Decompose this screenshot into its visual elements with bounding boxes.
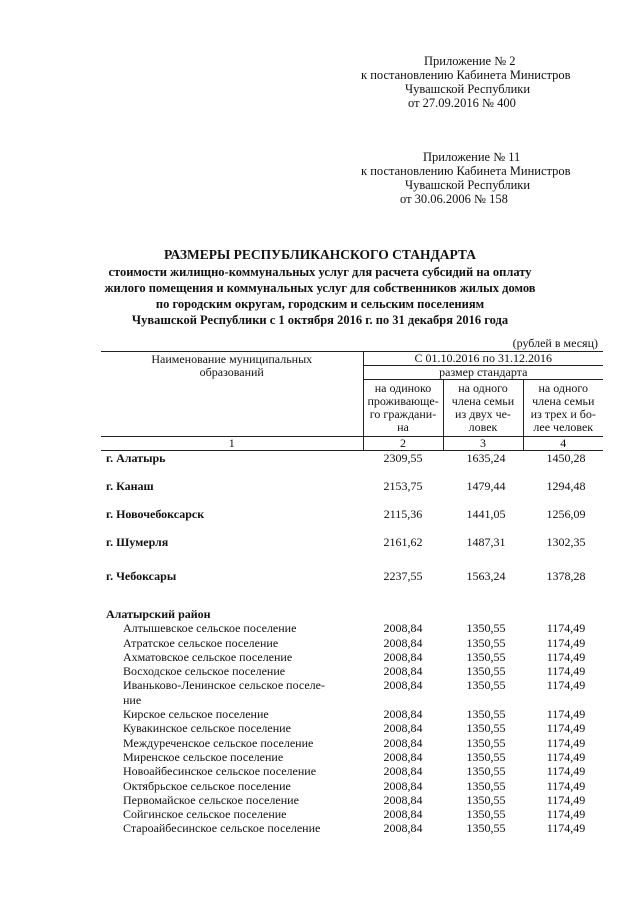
value-two: 1487,31 bbox=[466, 535, 506, 549]
value-single: 2309,55 bbox=[383, 451, 423, 465]
subtitle-line: стоимости жилищно-коммунальных услуг для расчета субсидий на оплату bbox=[108, 265, 532, 279]
col-header-two: на одного члена семьи из двух че-ловек bbox=[443, 380, 523, 437]
city-name: г. Новочебоксарск bbox=[106, 507, 205, 521]
value-three: 1378,28 bbox=[546, 569, 586, 583]
settlement-name: Междуреченское сельское поселение bbox=[123, 735, 314, 750]
table-row bbox=[101, 563, 603, 597]
appendix-line: Приложение № 2 bbox=[424, 54, 516, 68]
value-single: 2008,84 bbox=[383, 664, 423, 679]
value-two: 1350,55 bbox=[466, 821, 506, 836]
appendix-line: Приложение № 11 bbox=[423, 150, 521, 164]
value-three: 1174,49 bbox=[546, 649, 586, 664]
value-three: 1302,35 bbox=[546, 535, 586, 549]
subtitle-line: жилого помещения и коммунальных услуг для собственников жилых домов bbox=[104, 281, 536, 295]
value-two: 1350,55 bbox=[466, 735, 506, 750]
col-header-three: на одного члена семьи из трех и бо-лее человек bbox=[523, 380, 603, 437]
col-number: 2 bbox=[363, 437, 443, 451]
city-name: г. Чебоксары bbox=[106, 569, 177, 583]
settlement-name-part: Иваньково-Ленинское сельское поселе- bbox=[123, 678, 325, 693]
value-two: 1350,55 bbox=[466, 649, 506, 664]
col-number: 1 bbox=[101, 437, 363, 451]
settlement-name: Новоайбесинское сельское поселение bbox=[123, 764, 317, 779]
city-name: г. Алатырь bbox=[106, 451, 166, 465]
appendix-line: от 30.06.2006 № 158 bbox=[400, 192, 508, 206]
value-single: 2008,84 bbox=[383, 735, 423, 750]
value-three: 1174,49 bbox=[546, 792, 586, 807]
city-name: г. Шумерля bbox=[106, 535, 169, 549]
city-name: г. Канаш bbox=[106, 479, 154, 493]
value-two: 1350,55 bbox=[466, 707, 506, 722]
value-two: 1350,55 bbox=[466, 792, 506, 807]
table-row bbox=[101, 664, 603, 678]
value-two: 1350,55 bbox=[466, 807, 506, 822]
settlement-name: Ахматовское сельское поселение bbox=[123, 649, 293, 664]
value-three: 1174,49 bbox=[546, 707, 586, 722]
value-two: 1350,55 bbox=[466, 664, 506, 679]
value-single: 2008,84 bbox=[383, 621, 423, 636]
value-single: 2008,84 bbox=[383, 678, 423, 693]
value-single: 2008,84 bbox=[383, 635, 423, 650]
value-single: 2008,84 bbox=[383, 649, 423, 664]
units-note: (рублей в месяц) bbox=[512, 336, 598, 350]
table-row bbox=[101, 764, 603, 778]
subtitle-line: Чувашской Республики с 1 октября 2016 г. по 31 декабря 2016 года bbox=[131, 313, 509, 327]
value-two: 1350,55 bbox=[466, 778, 506, 793]
value-three: 1450,28 bbox=[546, 451, 586, 465]
table-row bbox=[101, 479, 603, 507]
table-row bbox=[101, 707, 603, 721]
subtitle-line: по городским округам, городским и сельским поселениям bbox=[155, 297, 485, 311]
table-row bbox=[101, 507, 603, 535]
district-name: Алатырский район bbox=[106, 607, 211, 621]
value-three: 1174,49 bbox=[546, 764, 586, 779]
appendix-line: от 27.09.2016 № 400 bbox=[408, 96, 516, 110]
table-row bbox=[101, 721, 603, 735]
settlement-name: Атратское сельское поселение bbox=[123, 635, 279, 650]
settlement-name: Староайбесинское сельское поселение bbox=[123, 821, 321, 836]
settlement-name: Кувакинское сельское поселение bbox=[123, 721, 291, 736]
value-three: 1256,09 bbox=[546, 507, 586, 521]
settlement-name: Миренское сельское поселение bbox=[123, 749, 284, 764]
table-row bbox=[101, 793, 603, 807]
settlement-name: Алтышевское сельское поселение bbox=[123, 621, 297, 636]
col-number: 4 bbox=[523, 437, 603, 451]
value-two: 1441,05 bbox=[466, 507, 506, 521]
standards-table bbox=[101, 351, 603, 836]
value-two: 1350,55 bbox=[466, 621, 506, 636]
value-single: 2008,84 bbox=[383, 721, 423, 736]
value-single: 2237,55 bbox=[383, 569, 423, 583]
standard-header: размер стандарта bbox=[363, 366, 603, 380]
title-main: РАЗМЕРЫ РЕСПУБЛИКАНСКОГО СТАНДАРТА bbox=[164, 247, 476, 262]
settlement-name: Восходское сельское поселение bbox=[123, 664, 286, 679]
document-title bbox=[0, 247, 640, 263]
value-three: 1174,49 bbox=[546, 664, 586, 679]
value-single: 2008,84 bbox=[383, 807, 423, 822]
value-two: 1350,55 bbox=[466, 678, 506, 693]
appendix-line: к постановлению Кабинета Министров bbox=[361, 164, 571, 178]
value-two: 1350,55 bbox=[466, 749, 506, 764]
settlement-name: Октябрьское сельское поселение bbox=[123, 778, 291, 793]
appendix-line: Чувашской Республики bbox=[405, 82, 531, 96]
table-row bbox=[101, 779, 603, 793]
table-row bbox=[101, 650, 603, 664]
settlement-name bbox=[101, 678, 363, 707]
value-two: 1479,44 bbox=[466, 479, 506, 493]
settlement-name: Кирское сельское поселение bbox=[123, 707, 269, 722]
appendix-line: Чувашской Республики bbox=[405, 178, 531, 192]
table-row bbox=[101, 821, 603, 835]
value-three: 1174,49 bbox=[546, 621, 586, 636]
settlement-name: Первомайское сельское поселение bbox=[123, 792, 299, 807]
document-subtitle bbox=[0, 264, 640, 328]
table-row bbox=[101, 678, 603, 707]
value-single: 2008,84 bbox=[383, 778, 423, 793]
value-two: 1563,24 bbox=[466, 569, 506, 583]
value-single: 2115,36 bbox=[383, 507, 423, 521]
value-two: 1635,24 bbox=[466, 451, 506, 465]
value-single: 2008,84 bbox=[383, 764, 423, 779]
table-row bbox=[101, 736, 603, 750]
value-single: 2153,75 bbox=[383, 479, 423, 493]
col-header-name: Наименование муниципальных образований bbox=[101, 352, 363, 437]
table-row bbox=[101, 807, 603, 821]
value-single: 2008,84 bbox=[383, 821, 423, 836]
value-three: 1174,49 bbox=[546, 678, 586, 693]
value-three: 1174,49 bbox=[546, 635, 586, 650]
table-row bbox=[101, 451, 603, 480]
value-single: 2161,62 bbox=[383, 535, 423, 549]
table-row bbox=[101, 621, 603, 635]
col-number: 3 bbox=[443, 437, 523, 451]
value-three: 1294,48 bbox=[546, 479, 586, 493]
district-row bbox=[101, 597, 603, 621]
table-row bbox=[101, 535, 603, 563]
value-two: 1350,55 bbox=[466, 721, 506, 736]
table-row bbox=[101, 750, 603, 764]
appendix-line: к постановлению Кабинета Министров bbox=[361, 68, 571, 82]
table-row bbox=[101, 636, 603, 650]
value-three: 1174,49 bbox=[546, 721, 586, 736]
settlement-name: Сойгинское сельское поселение bbox=[123, 807, 287, 822]
value-three: 1174,49 bbox=[546, 735, 586, 750]
value-two: 1350,55 bbox=[466, 764, 506, 779]
col-header-single: на одиноко проживающе-го граждани-на bbox=[363, 380, 443, 437]
value-three: 1174,49 bbox=[546, 778, 586, 793]
value-single: 2008,84 bbox=[383, 749, 423, 764]
period-header: С 01.10.2016 по 31.12.2016 bbox=[363, 352, 603, 366]
value-single: 2008,84 bbox=[383, 792, 423, 807]
value-two: 1350,55 bbox=[466, 635, 506, 650]
value-three: 1174,49 bbox=[546, 749, 586, 764]
settlement-name-part: ние bbox=[123, 692, 142, 707]
value-three: 1174,49 bbox=[546, 821, 586, 836]
value-single: 2008,84 bbox=[383, 707, 423, 722]
value-three: 1174,49 bbox=[546, 807, 586, 822]
